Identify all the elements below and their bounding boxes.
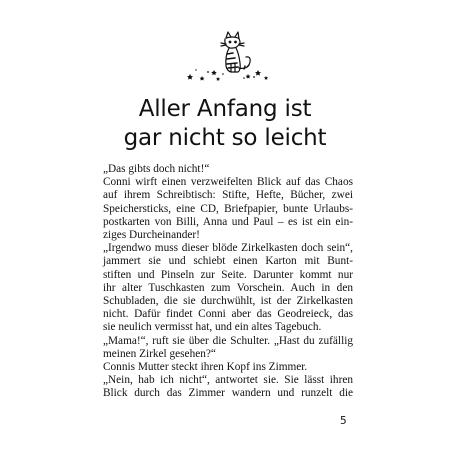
cat-with-stars-icon [178, 30, 274, 82]
text-line: ziges Durcheinander! [103, 229, 200, 242]
text-line: meinen Zirkel gesehen?“ [103, 347, 216, 360]
text-line: „Irgendwo muss dieser blöde Zirkelkasten doch sein“, [103, 242, 353, 255]
text-line: Schubladen, die sie durchwühlt, ist der Zirkelkasten [103, 295, 353, 308]
text-line: ihr alter Tuschkasten zum Vorschein. Auch in den [103, 281, 353, 294]
text-line: „Mama!“, ruft sie über die Schulter. „Hast du zufällig [103, 334, 353, 347]
text-line: Conni wirft einen verzweifelten Blick auf das Chaos [103, 176, 353, 189]
chapter-title [0, 95, 450, 153]
text-line: Speichersticks, eine CD, Briefpapier, bunte Urlaubs- [103, 202, 353, 215]
text-line: jammert sie und schiebt einen Karton mit Bunt- [103, 255, 353, 268]
text-line: Blick durch das Zimmer wandern und runzelt die [103, 387, 353, 400]
text-line: nicht. Dafür findet Conni aber das Geodreieck, das [103, 308, 353, 321]
page-number: 5 [340, 415, 347, 427]
text-line: „Das gibts doch nicht!“ [103, 163, 210, 175]
text-line: postkarten von Billi, Anna und Paul – es ist ein ein- [103, 215, 353, 228]
text-line: Connis Mutter steckt ihren Kopf ins Zimmer. [103, 361, 308, 374]
chapter-title-line: gar nicht so leicht [123, 125, 327, 151]
text-line: „Nein, hab ich nicht“, antwortet sie. Sie lässt ihren [103, 374, 353, 387]
body-text [103, 163, 353, 401]
chapter-title-line: Aller Anfang ist [138, 96, 312, 122]
text-line: auf ihrem Schreibtisch: Stifte, Hefte, Bücher, zwei [103, 189, 353, 202]
text-line: sie neulich vermisst hat, und ein altes Tagebuch. [103, 321, 322, 334]
text-line: stiften und Pinseln zur Seite. Darunter kommt nur [103, 268, 353, 281]
